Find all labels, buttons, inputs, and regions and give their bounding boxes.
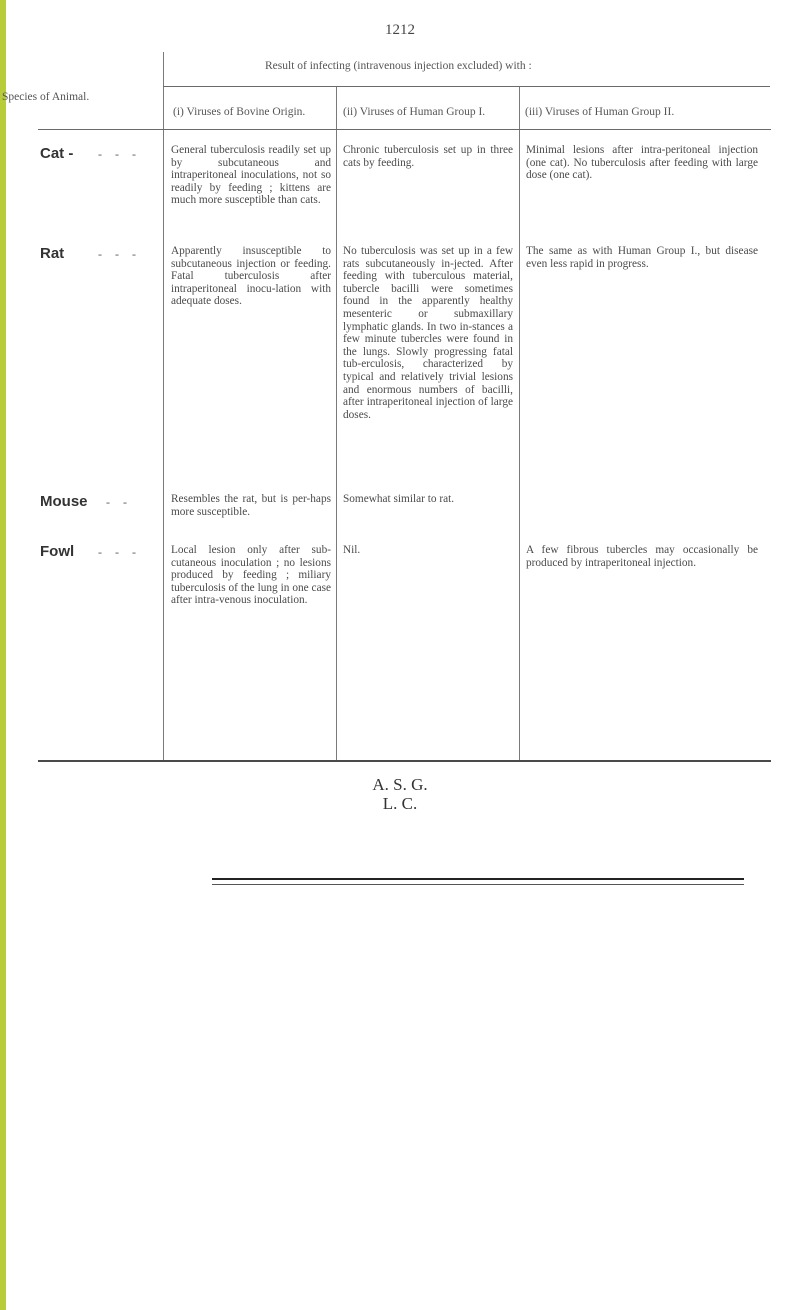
header-divider: [163, 86, 770, 87]
results-table: [2, 52, 771, 762]
cell-cat-human-group-1: Chronic tuberculosis set up in three cats by feeding.: [343, 144, 513, 169]
column-divider: [519, 86, 520, 760]
footer-rule: [212, 884, 744, 885]
page-number: 1212: [385, 22, 415, 38]
cell-fowl-human-group-2: A few fibrous tubercles may occasionally be produced by intraperitoneal injection.: [526, 544, 758, 569]
species-mouse: Mouse: [40, 493, 88, 510]
cell-cat-bovine: General tuberculosis readily set up by subcutaneous and intraperitoneal inoculations, not so readily by feeding ; kittens are much more susceptible than cats.: [171, 144, 331, 207]
species-fowl: Fowl: [40, 543, 75, 560]
cell-rat-bovine: Apparently insusceptible to subcutaneous injection or feeding. Fatal tuberculosis after intraperitoneal inocu-lation with adequate doses.: [171, 245, 331, 308]
leader-dots: - -: [106, 495, 132, 509]
species-rat: Rat: [40, 245, 65, 262]
header-top: Result of infecting (intravenous injection excluded) with :: [265, 60, 532, 72]
leader-dots: - - -: [98, 147, 141, 161]
cell-rat-human-group-1: No tuberculosis was set up in a few rats subcutaneously in-jected. After feeding with tuberculous material, tubercle bacilli were sometimes found in the apparently healthy mesenteric or submaxillary lymphatic glands. In two in-stances a few minute tubercles were found in the lungs. Slowly progressing fatal tub-erculosis, characterized by typical and relatively trivial lesions and enormous numbers of bacilli, after intraperitoneal injection of large doses.: [343, 245, 513, 421]
footer-rule: [212, 878, 744, 880]
column-header-bovine: (i) Viruses of Bovine Origin.: [173, 106, 306, 118]
column-header-human-group-1: (ii) Viruses of Human Group I.: [343, 106, 486, 118]
cell-cat-human-group-2: Minimal lesions after intra-peritoneal injection (one cat). No tuberculosis after feeding with large dose (one cat).: [526, 144, 758, 182]
cell-fowl-bovine: Local lesion only after sub-cutaneous inoculation ; no lesions produced by feeding ; miliary tuberculosis of the lung in one case after intra-venous inoculation.: [171, 544, 331, 607]
page-edge-stain: [0, 0, 6, 1310]
table-bottom-rule: [38, 760, 771, 762]
column-header-human-group-2: (iii) Viruses of Human Group II.: [525, 106, 675, 118]
cell-fowl-human-group-1: Nil.: [343, 544, 361, 556]
leader-dots: - - -: [98, 247, 141, 261]
cell-mouse-human-group-1: Somewhat similar to rat.: [343, 493, 455, 505]
column-divider: [336, 86, 337, 760]
header-bottom-rule: [38, 129, 771, 130]
column-divider: [163, 52, 164, 760]
leader-dots: - - -: [98, 545, 141, 559]
species-header: Species of Animal.: [2, 91, 90, 103]
species-cat: Cat -: [40, 145, 74, 162]
signature-initials-2: L. C.: [382, 794, 418, 813]
cell-rat-human-group-2: The same as with Human Group I., but disease even less rapid in progress.: [526, 245, 758, 270]
signature-initials-1: A. S. G.: [372, 775, 428, 794]
cell-mouse-bovine: Resembles the rat, but is per-haps more susceptible.: [171, 493, 331, 518]
